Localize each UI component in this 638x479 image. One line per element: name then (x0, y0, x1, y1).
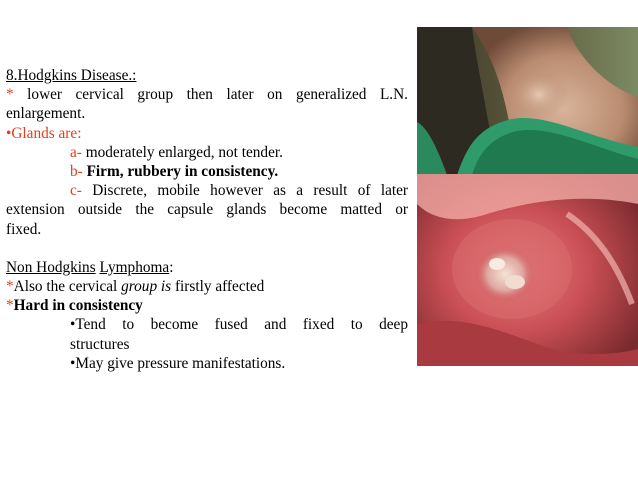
throat-lesion-photo (417, 174, 638, 366)
nhl-pressure-line: •May give pressure manifestations. (70, 354, 286, 372)
item-b-marker: b- (70, 162, 83, 180)
nhl-hard-line (6, 296, 408, 315)
asterisk-marker: * (6, 278, 14, 296)
item-c-marker: c- (70, 182, 82, 200)
item-c-text: Discrete, mobile however as a result of later (81, 182, 408, 200)
slide-text (6, 66, 408, 373)
gland-item-b (6, 162, 408, 181)
nhl-heading-part2: Lymphoma (99, 258, 170, 276)
gland-item-c-line2: extension outside the capsule glands become matted or (6, 201, 408, 219)
bullet1-text: lower cervical group then later on generalized L.N. (13, 86, 408, 104)
hodgkins-bullet1-line2: enlargement. (6, 105, 86, 123)
nhl-fused-line1: •Tend to become fused and fixed to deep (70, 316, 408, 334)
asterisk-marker: * (6, 297, 14, 315)
hodgkins-bullet1-line1 (6, 85, 408, 104)
nhl-hard-text: Hard in consistency (13, 297, 143, 315)
item-a-marker: a- (70, 143, 82, 161)
nhl-also-text1: Also the cervical (13, 278, 122, 296)
item-a-text: moderately enlarged, not tender. (81, 143, 283, 161)
hodgkins-heading (6, 66, 408, 85)
nhl-heading (6, 258, 408, 277)
nhl-also-italic: group is (121, 278, 172, 296)
nhl-also-line (6, 277, 408, 296)
neck-swelling-photo (417, 27, 638, 175)
asterisk-marker: * (6, 86, 14, 104)
gland-item-a (6, 143, 408, 162)
item-b-text: Firm, rubbery in consistency. (82, 162, 279, 180)
spacer (6, 239, 408, 258)
gland-item-c-line1 (6, 181, 408, 200)
nhl-heading-colon: : (169, 258, 174, 276)
nhl-also-text2: firstly affected (171, 278, 265, 296)
glands-label: •Glands are: (6, 124, 82, 142)
nhl-heading-part1: Non Hodgkins (6, 258, 96, 276)
hodgkins-heading-text: 8.Hodgkins Disease.: (6, 67, 137, 84)
nhl-fused-line2: structures (70, 335, 130, 353)
gland-item-c-line3: fixed. (6, 220, 42, 238)
